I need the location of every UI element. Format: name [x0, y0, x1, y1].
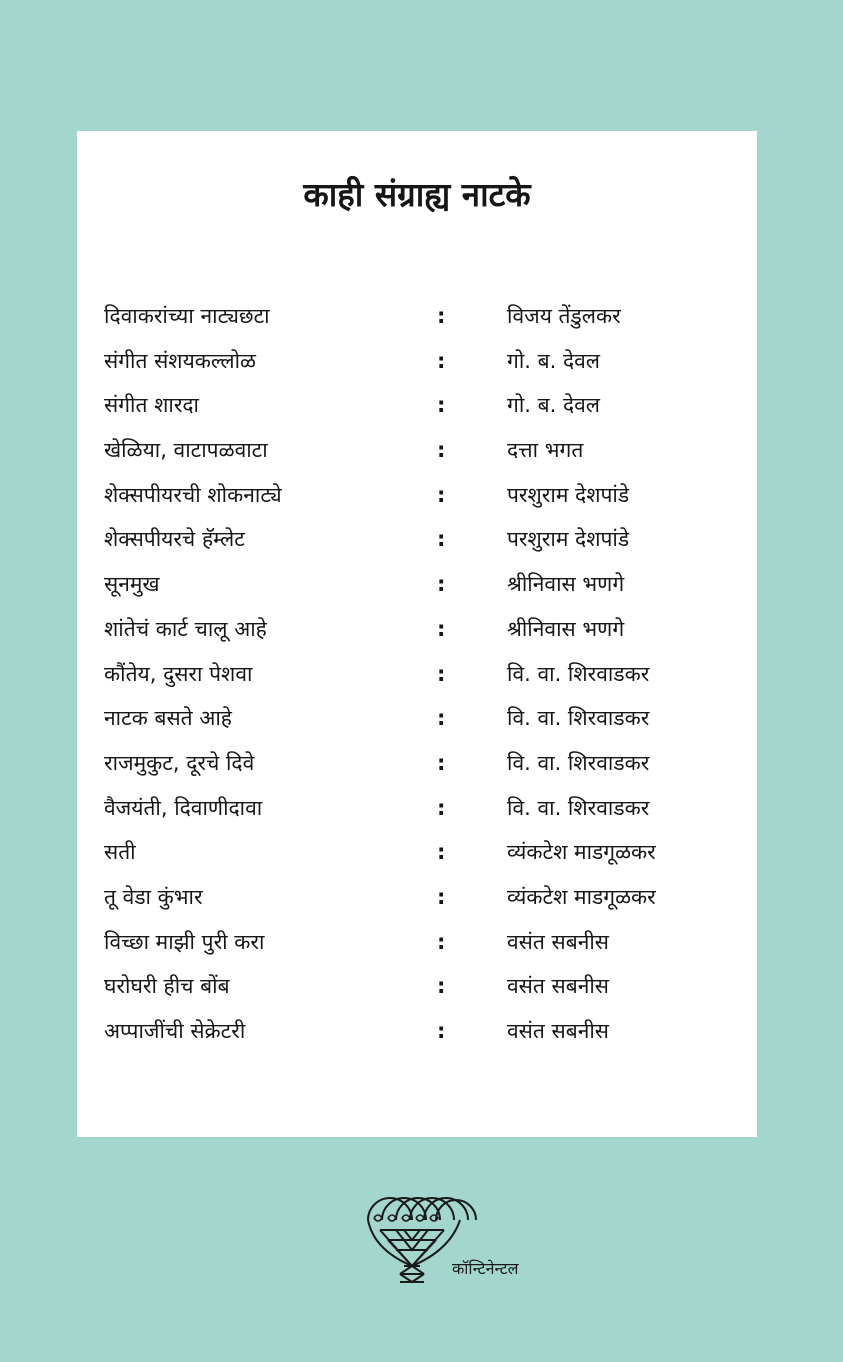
play-author: वि. वा. शिरवाडकर: [507, 750, 650, 775]
play-title: शेक्सपीयरची शोकनाट्ये: [104, 482, 282, 507]
list-item: [77, 473, 757, 518]
play-title: दिवाकरांच्या नाट्यछटा: [104, 304, 270, 328]
list-item: [77, 964, 757, 1009]
play-title: विच्छा माझी पुरी करा: [104, 929, 265, 954]
play-author: परशुराम देशपांडे: [507, 527, 630, 552]
play-title: अप्पाजींची सेक्रेटरी: [104, 1019, 246, 1043]
play-title: खेळिया, वाटापळवाटा: [104, 438, 268, 463]
list-item: [77, 562, 757, 607]
list-item: [77, 741, 757, 786]
play-author: विजय तेंडुलकर: [507, 304, 621, 328]
separator-colon: :: [437, 706, 446, 731]
play-title: शांतेचं कार्ट चालू आहे: [104, 616, 267, 641]
list-item: [77, 1009, 757, 1054]
play-title: संगीत शारदा: [104, 393, 200, 418]
separator-colon: :: [437, 616, 446, 641]
play-author: गो. ब. देवल: [507, 393, 601, 418]
separator-colon: :: [437, 438, 446, 463]
play-author: वि. वा. शिरवाडकर: [507, 795, 650, 820]
list-item: [77, 428, 757, 473]
list-item: [77, 875, 757, 920]
play-author: दत्ता भगत: [507, 438, 584, 463]
separator-colon: :: [437, 795, 446, 820]
list-item: [77, 294, 757, 339]
play-title: राजमुकुट, दूरचे दिवे: [104, 750, 255, 775]
play-author: वि. वा. शिरवाडकर: [507, 706, 650, 731]
play-author: वि. वा. शिरवाडकर: [507, 661, 650, 686]
separator-colon: :: [437, 393, 446, 418]
list-item: [77, 652, 757, 697]
separator-colon: :: [437, 974, 446, 999]
separator-colon: :: [437, 304, 446, 328]
play-author: गो. ब. देवल: [507, 348, 601, 373]
play-author: व्यंकटेश माडगूळकर: [507, 840, 656, 865]
separator-colon: :: [437, 348, 446, 373]
list-item: [77, 786, 757, 831]
play-title: वैजयंती, दिवाणीदावा: [104, 795, 263, 820]
publisher-name: कॉन्टिनेन्टल: [452, 1259, 519, 1278]
book-list-card: [77, 131, 757, 1137]
separator-colon: :: [437, 527, 446, 552]
list-item: [77, 920, 757, 965]
play-list: [77, 294, 757, 1054]
separator-colon: :: [437, 1019, 446, 1043]
separator-colon: :: [437, 482, 446, 507]
separator-colon: :: [437, 661, 446, 686]
play-title: तू वेडा कुंभार: [104, 884, 203, 909]
list-item: [77, 607, 757, 652]
list-item: [77, 696, 757, 741]
separator-colon: :: [437, 750, 446, 775]
list-item: [77, 517, 757, 562]
play-author: श्रीनिवास भणगे: [507, 572, 625, 597]
separator-colon: :: [437, 840, 446, 865]
play-author: वसंत सबनीस: [507, 974, 609, 999]
play-author: श्रीनिवास भणगे: [507, 616, 625, 641]
play-title: शेक्सपीयरचे हॅम्लेट: [104, 527, 245, 552]
play-title: घरोघरी हीच बोंब: [104, 974, 230, 999]
play-title: कौंतेय, दुसरा पेशवा: [104, 661, 253, 686]
page-title: काही संग्राह्य नाटके: [303, 175, 531, 214]
list-item: [77, 339, 757, 384]
list-item: [77, 830, 757, 875]
play-author: वसंत सबनीस: [507, 1019, 609, 1043]
play-author: वसंत सबनीस: [507, 929, 609, 954]
play-title: सूनमुख: [104, 572, 160, 597]
play-author: परशुराम देशपांडे: [507, 482, 630, 507]
separator-colon: :: [437, 929, 446, 954]
play-title: सती: [104, 840, 136, 865]
play-author: व्यंकटेश माडगूळकर: [507, 884, 656, 909]
play-title: संगीत संशयकल्लोळ: [104, 348, 256, 373]
play-title: नाटक बसते आहे: [104, 706, 232, 731]
separator-colon: :: [437, 884, 446, 909]
separator-colon: :: [437, 572, 446, 597]
list-item: [77, 383, 757, 428]
